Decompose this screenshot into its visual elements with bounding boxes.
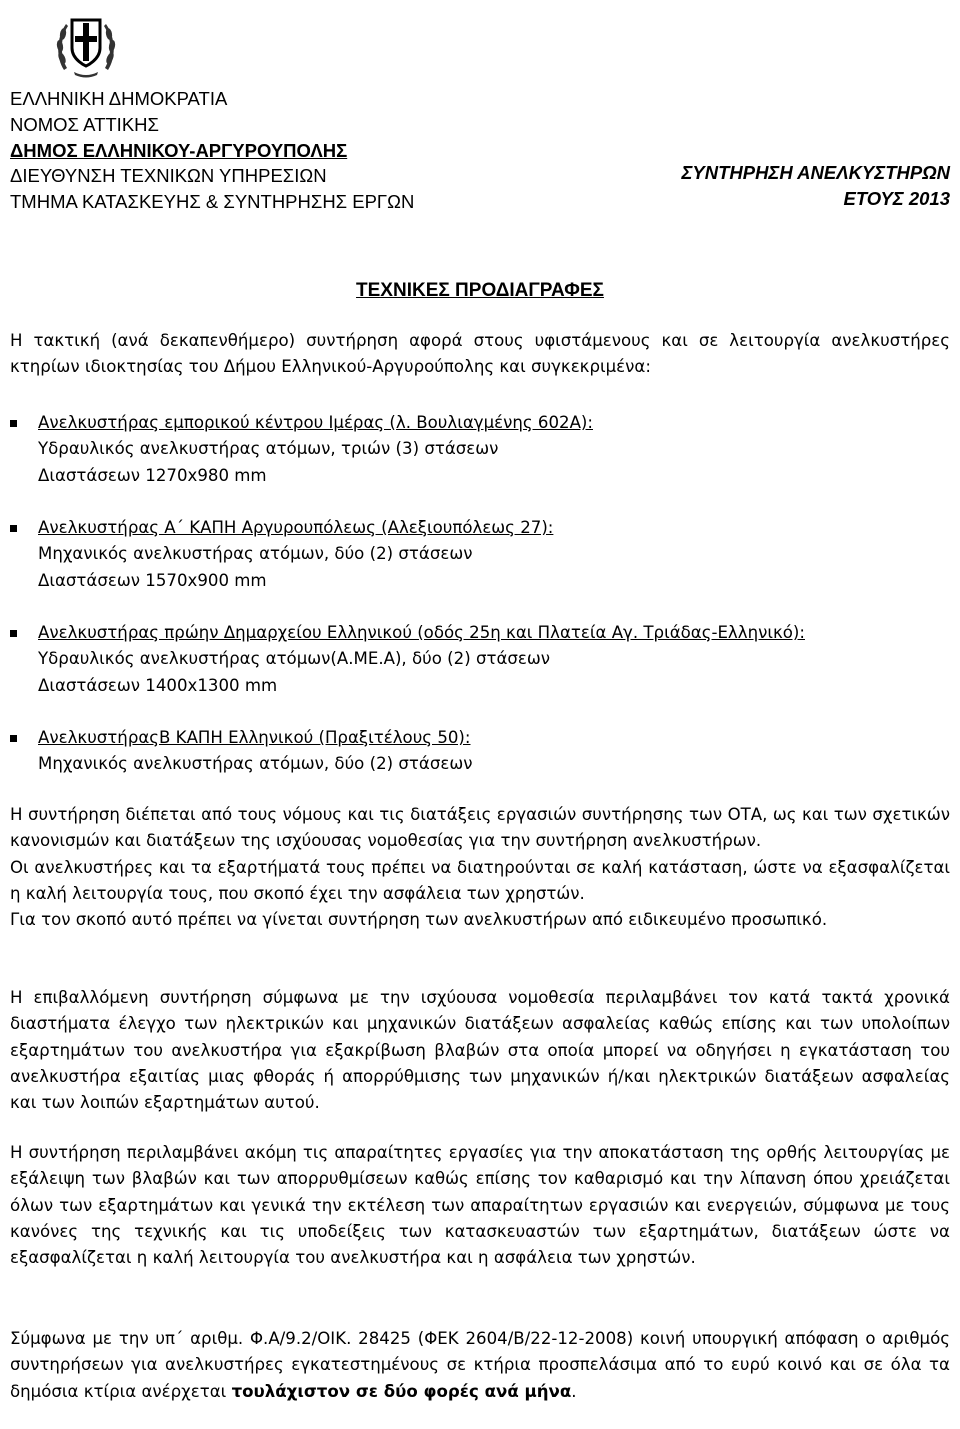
paragraph-legal-basis: Η συντήρηση διέπεται από τους νόμους και τις διατάξεις εργασιών συντήρησης των ΟΤΑ, ως και των σχετικών κανονισμών και διατάξεων της ισχύουσας νομοθεσίας για την συντήρηση ανελκυστήρων. bbox=[10, 805, 950, 851]
elevator-item bbox=[10, 515, 950, 594]
spec-title: ΤΕΧΝΙΚΕΣ ΠΡΟΔΙΑΓΡΑΦΕΣ bbox=[356, 280, 604, 301]
header-line-municipality: ΔΗΜΟΣ ΕΛΛΗΝΙΚΟΥ-ΑΡΓΥΡΟΥΠΟΛΗΣ bbox=[10, 139, 348, 161]
header-line-country: ΕΛΛΗΝΙΚΗ ΔΗΜΟΚΡΑΤΙΑ bbox=[10, 88, 228, 109]
header-line-directorate: ΔΙΕΥΘΥΝΣΗ ΤΕΧΝΙΚΩΝ ΥΠΗΡΕΣΙΩΝ bbox=[10, 165, 327, 187]
elevator-type: Μηχανικός ανελκυστήρας ατόμων, δύο (2) στάσεων bbox=[38, 754, 473, 774]
frequency-text: Σύμφωνα με την υπ΄ αριθμ. Φ.Α/9.2/ΟΙΚ. 28425 (ΦΕΚ 2604/Β/22-12-2008) κοινή υπουργική απόφαση ο αριθμός συντηρήσεων για ανελκυστήρες εγκατεστημένους σε κτήρια προσπελάσιμα από το ευρύ κοινό και σε όλα τα δημόσια κτίρια ανέρχεται bbox=[10, 1329, 950, 1401]
elevator-title: ΑνελκυστήραςΒ ΚΑΠΗ Ελληνικού (Πραξιτέλους 50): bbox=[38, 728, 471, 747]
elevator-item bbox=[10, 410, 950, 489]
bullet-icon bbox=[10, 420, 17, 427]
elevator-type: Μηχανικός ανελκυστήρας ατόμων, δύο (2) στάσεων bbox=[38, 544, 473, 564]
paragraph-condition: Οι ανελκυστήρες και τα εξαρτήματά τους πρέπει να διατηρούνται σε καλή κατάσταση, ώστε να εξασφαλίζεται η καλή λειτουργία τους, που σκοπό έχει την ασφάλεια των χρηστών. bbox=[10, 857, 950, 903]
elevator-dimensions: Διαστάσεων 1400x1300 mm bbox=[38, 675, 278, 695]
header-line-prefecture: ΝΟΜΟΣ ΑΤΤΙΚΗΣ bbox=[10, 113, 159, 135]
elevator-title: Ανελκυστήρας εμπορικού κέντρου Ιμέρας (λ. Βουλιαγμένης 602Α): bbox=[38, 413, 593, 432]
body-paragraphs bbox=[10, 802, 950, 933]
frequency-emphasis: τουλάχιστον σε δύο φορές ανά μήνα bbox=[231, 1381, 572, 1401]
bullet-icon bbox=[10, 735, 17, 742]
header-line-department: ΤΜΗΜΑ ΚΑΤΑΣΚΕΥΗΣ & ΣΥΝΤΗΡΗΣΗΣ ΕΡΓΩΝ bbox=[10, 191, 415, 213]
elevator-title: Ανελκυστήρας πρώην Δημαρχείου Ελληνικού (οδός 25η και Πλατεία Αγ. Τριάδας-Ελληνικό): bbox=[38, 623, 805, 642]
elevator-dimensions: Διαστάσεων 1570x900 mm bbox=[38, 570, 267, 590]
paragraph-personnel: Για τον σκοπό αυτό πρέπει να γίνεται συντήρηση των ανελκυστήρων από ειδικευμένο προσωπικό. bbox=[10, 910, 828, 930]
paragraph-maintenance-works: Η συντήρηση περιλαμβάνει ακόμη τις απαραίτητες εργασίες για την αποκατάσταση της ορθής λειτουργίας με εξάλειψη των βλαβών και των απορρυθμίσεων καθώς επίσης τον καθαρισμό και την λίπανση όπου χρειάζεται όλων των εξαρτημάτων και γενικά την εκτέλεση των απαραίτητων εργασιών και ενεργειών, σύμφωνα με τους κανόνες της τεχνικής και τις υποδείξεις των κατασκευαστών των εξαρτημάτων, διατάξεων ώστε να εξασφαλίζεται η καλή λειτουργία του ανελκυστήρα και η ασφάλεια των χρηστών. bbox=[10, 1143, 950, 1268]
intro-paragraph: Η τακτική (ανά δεκαπενθήμερο) συντήρηση αφορά στους υφιστάμενους και σε λειτουργία ανελκυστήρες κτηρίων ιδιοκτησίας του Δήμου Ελληνικού-Αργυρούπολης και συγκεκριμένα: bbox=[10, 331, 950, 377]
paragraph-frequency bbox=[10, 1326, 950, 1405]
project-title: ΣΥΝΤΗΡΗΣΗ ΑΝΕΛΚΥΣΤΗΡΩΝ bbox=[681, 162, 950, 183]
coat-of-arms-emblem bbox=[50, 8, 122, 80]
bullet-icon bbox=[10, 630, 17, 637]
elevator-dimensions: Διαστάσεων 1270x980 mm bbox=[38, 465, 267, 485]
issuer-header bbox=[10, 86, 414, 215]
project-header bbox=[681, 160, 950, 212]
bullet-icon bbox=[10, 525, 17, 532]
paragraph-maintenance-scope: Η επιβαλλόμενη συντήρηση σύμφωνα με την ισχύουσα νομοθεσία περιλαμβάνει τον κατά τακτά χρονικά διαστήματα έλεγχο των ηλεκτρικών και μηχανικών διατάξεων ασφαλείας καθώς επίσης και των υπολοίπων εξαρτημάτων του ανελκυστήρα για εξακρίβωση βλαβών στα οποία μπορεί να οδηγήσει η εγκατάσταση του ανελκυστήρα εξαιτίας μιας φθοράς ή απορρύθμισης των μηχανικών ή/και ηλεκτρικών διατάξεων ασφαλείας και των λοιπών εξαρτημάτων αυτού. bbox=[10, 988, 950, 1113]
elevator-type: Υδραυλικός ανελκυστήρας ατόμων(Α.ΜΕ.Α), δύο (2) στάσεων bbox=[38, 649, 551, 669]
elevator-item bbox=[10, 620, 950, 699]
elevator-item bbox=[10, 725, 950, 778]
frequency-end: . bbox=[571, 1381, 577, 1401]
elevator-title: Ανελκυστήρας Α΄ ΚΑΠΗ Αργυρουπόλεως (Αλεξιουπόλεως 27): bbox=[38, 518, 554, 537]
elevator-type: Υδραυλικός ανελκυστήρας ατόμων, τριών (3) στάσεων bbox=[38, 439, 499, 459]
project-year: ΕΤΟΥΣ 2013 bbox=[843, 188, 950, 209]
